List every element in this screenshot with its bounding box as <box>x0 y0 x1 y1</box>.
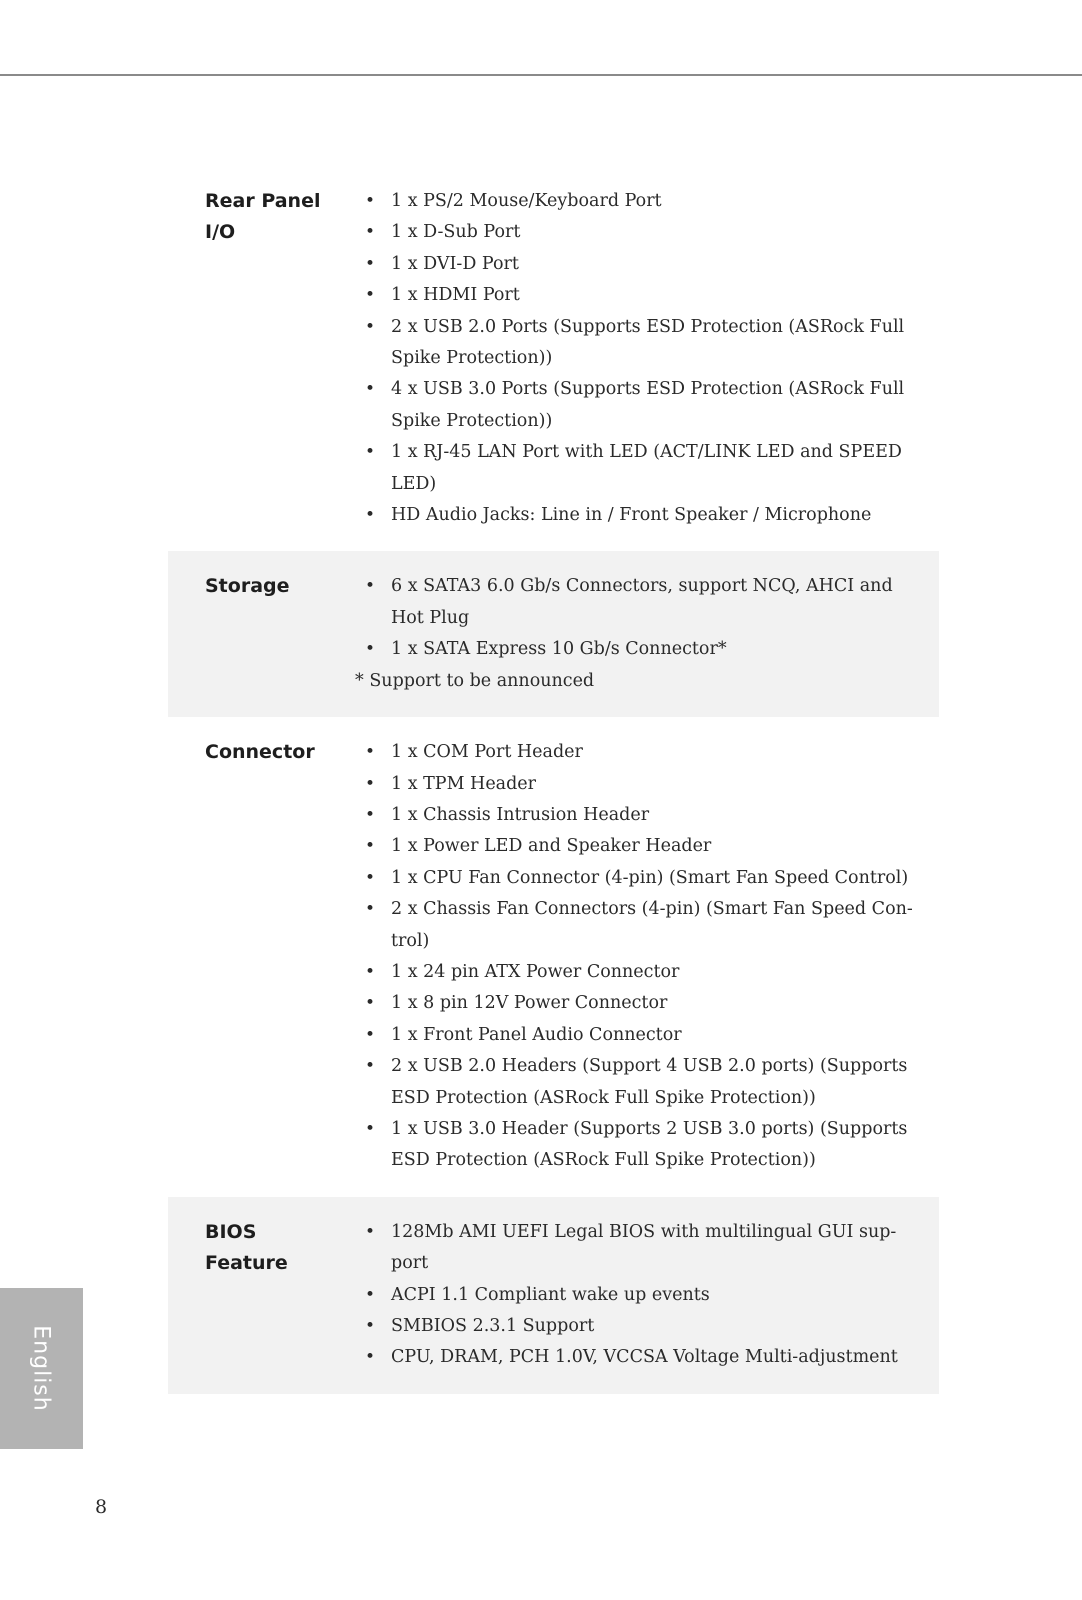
language-tab <box>0 1288 83 1449</box>
list-item <box>361 312 931 375</box>
list-item <box>361 894 931 957</box>
bullet-icon: • <box>365 442 376 463</box>
list-item <box>361 769 931 800</box>
bullet-icon: • <box>365 1316 376 1336</box>
list-item <box>361 1020 931 1051</box>
list-item <box>361 863 931 894</box>
header-rule <box>0 74 1082 76</box>
list-item <box>361 217 931 248</box>
spec-label <box>205 571 335 602</box>
bullet-icon: • <box>365 993 376 1014</box>
list-item-text: 1 x TPM Header <box>391 773 537 794</box>
list-item-text: 1 x Front Panel Audio Connector <box>391 1024 682 1045</box>
bullet-icon: • <box>365 804 376 825</box>
list-item <box>361 634 931 665</box>
list-item-text: 6 x SATA3 6.0 Gb/s Connectors, support NCQ, AHCI and Hot Plug <box>391 576 893 628</box>
spec-list <box>361 571 931 665</box>
bullet-icon: • <box>365 1056 376 1077</box>
list-item <box>361 737 931 768</box>
bullet-icon: • <box>365 867 376 888</box>
list-item-text: 2 x USB 2.0 Ports (Supports ESD Protection (ASRock Full Spike Protection)) <box>391 316 905 369</box>
bullet-icon: • <box>365 1024 376 1045</box>
bullet-icon: • <box>365 1284 376 1305</box>
spec-content <box>361 737 931 1177</box>
list-item <box>361 1311 931 1342</box>
footnote: * Support to be announced <box>355 670 595 691</box>
spec-label <box>205 1217 335 1279</box>
bullet-icon: • <box>365 285 376 306</box>
spec-table <box>168 186 939 1394</box>
list-item <box>361 249 931 280</box>
bullet-icon: • <box>365 899 376 920</box>
list-item-text: 1 x D-Sub Port <box>391 222 521 243</box>
spec-content <box>355 571 931 697</box>
spec-label <box>205 186 335 248</box>
bullet-icon: • <box>365 1347 376 1368</box>
list-item <box>361 500 931 531</box>
list-item <box>361 437 931 500</box>
spec-label-line: Rear Panel <box>205 190 321 212</box>
page-number: 8 <box>95 1496 108 1518</box>
list-item <box>361 374 931 437</box>
list-item <box>361 1051 931 1114</box>
list-item-text: 1 x RJ-45 LAN Port with LED (ACT/LINK LED and SPEED LED) <box>391 442 902 494</box>
bullet-icon: • <box>365 836 376 857</box>
bullet-icon: • <box>365 379 376 400</box>
list-item <box>361 1114 931 1177</box>
list-item-text: ACPI 1.1 Compliant wake up events <box>391 1284 710 1305</box>
list-item-text: 1 x COM Port Header <box>391 742 583 763</box>
spec-label-line: BIOS <box>205 1220 257 1243</box>
list-item <box>361 1217 931 1280</box>
list-item <box>361 831 931 862</box>
bullet-icon: • <box>365 1221 376 1242</box>
list-item-text: 1 x 24 pin ATX Power Connector <box>391 961 680 982</box>
list-item-text: 1 x 8 pin 12V Power Connector <box>391 993 668 1014</box>
spec-list <box>361 737 931 1177</box>
spec-row-bios-feature <box>168 1197 939 1394</box>
spec-row-rear-panel-io <box>168 186 939 551</box>
list-item-text: 4 x USB 3.0 Ports (Supports ESD Protection (ASRock Full Spike Protection)) <box>391 379 905 431</box>
list-item-text: 128Mb AMI UEFI Legal BIOS with multilingual GUI sup- port <box>391 1221 897 1274</box>
list-item <box>361 280 931 311</box>
bullet-icon: • <box>365 742 376 763</box>
spec-list <box>361 186 931 531</box>
list-item <box>361 1342 931 1373</box>
list-item-text: CPU, DRAM, PCH 1.0V, VCCSA Voltage Multi-adjustment <box>391 1347 898 1368</box>
list-item-text: 1 x Power LED and Speaker Header <box>391 836 712 857</box>
list-item <box>361 571 931 634</box>
list-item-text: SMBIOS 2.3.1 Support <box>391 1316 595 1336</box>
spec-list <box>361 1217 931 1374</box>
bullet-icon: • <box>365 253 376 274</box>
list-item-text: 1 x PS/2 Mouse/Keyboard Port <box>391 191 662 211</box>
list-item-text: 2 x USB 2.0 Headers (Support 4 USB 2.0 ports) (Supports ESD Protection (ASRock Full Spike Protection)) <box>391 1056 908 1108</box>
spec-label-line: Feature <box>205 1251 288 1274</box>
bullet-icon: • <box>365 961 376 982</box>
spec-content <box>361 186 931 531</box>
list-item-text: 1 x DVI-D Port <box>391 253 519 274</box>
list-item <box>361 957 931 988</box>
bullet-icon: • <box>365 222 376 243</box>
list-item <box>361 800 931 831</box>
bullet-icon: • <box>365 316 376 337</box>
spec-label-line: Storage <box>205 575 290 598</box>
list-item-text: 1 x CPU Fan Connector (4-pin) (Smart Fan Speed Control) <box>391 867 909 888</box>
spec-label-line: I/O <box>205 221 236 243</box>
list-item-text: 1 x USB 3.0 Header (Supports 2 USB 3.0 ports) (Supports ESD Protection (ASRock Full Spike Protection)) <box>391 1118 908 1171</box>
list-item-text: 2 x Chassis Fan Connectors (4-pin) (Smart Fan Speed Con- trol) <box>391 899 913 951</box>
bullet-icon: • <box>365 639 376 660</box>
list-item <box>361 1280 931 1311</box>
language-tab-label: English <box>29 1325 55 1412</box>
list-item-text: 1 x HDMI Port <box>391 285 520 306</box>
spec-label <box>205 737 335 768</box>
bullet-icon: • <box>365 773 376 794</box>
list-item <box>361 186 931 217</box>
bullet-icon: • <box>365 576 376 597</box>
bullet-icon: • <box>365 191 376 211</box>
spec-label-line: Connector <box>205 741 315 764</box>
list-item-text: HD Audio Jacks: Line in / Front Speaker / Microphone <box>391 505 872 526</box>
list-item-text: 1 x Chassis Intrusion Header <box>391 804 650 825</box>
spec-row-storage <box>168 551 939 717</box>
list-item <box>361 988 931 1019</box>
spec-content <box>361 1217 931 1374</box>
list-item-text: 1 x SATA Express 10 Gb/s Connector* <box>391 639 727 660</box>
spec-row-connector <box>168 717 939 1197</box>
bullet-icon: • <box>365 505 376 526</box>
bullet-icon: • <box>365 1118 376 1139</box>
